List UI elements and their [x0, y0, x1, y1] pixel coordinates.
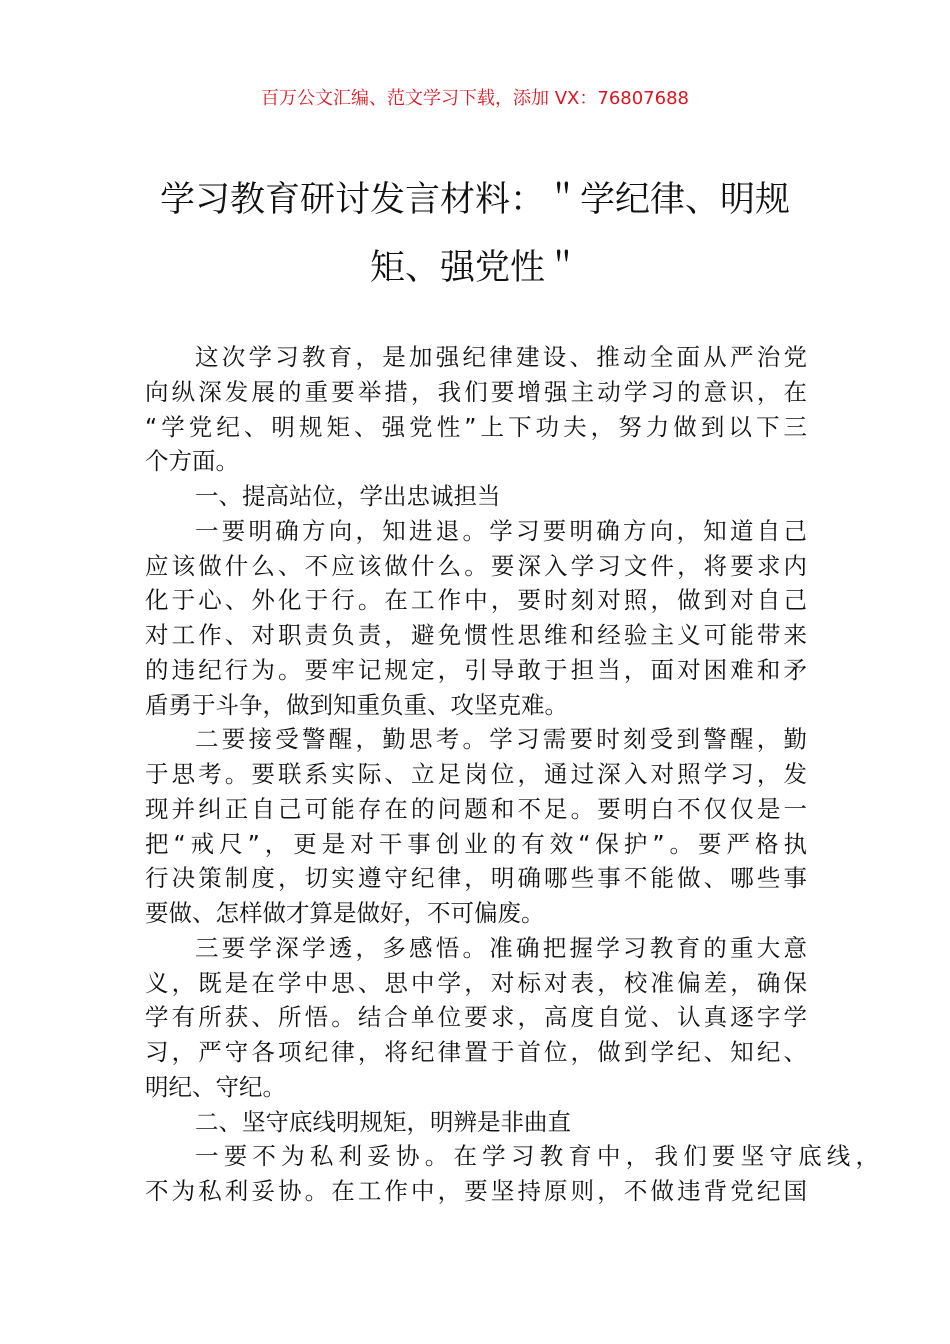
- text-line: 学有所获、所悟。结合单位要求，高度自觉、认真逐字学: [145, 1003, 807, 1032]
- watermark-header: 百万公文汇编、范文学习下载，添加 VX：76807688: [261, 88, 689, 109]
- text-line: 一要明确方向，知进退。学习要明确方向，知道自己: [195, 516, 807, 545]
- text-line: “学党纪、明规矩、强党性”上下功夫，努力做到以下三: [145, 412, 807, 441]
- text-line: 这次学习教育，是加强纪律建设、推动全面从严治党: [195, 343, 807, 371]
- text-line: 应该做什么、不应该做什么。要深入学习文件，将要求内: [145, 551, 807, 580]
- document-title: [0, 166, 950, 302]
- text-line: 习，严守各项纪律，将纪律置于首位，做到学纪、知纪、: [145, 1038, 807, 1066]
- text-line: 的违纪行为。要牢记规定，引导敢于担当，面对困难和矛: [145, 655, 807, 684]
- text-line: 三要学深学透，多感悟。准确把握学习教育的重大意: [195, 933, 807, 962]
- text-line: 盾勇于斗争，做到知重负重、攻坚克难。: [145, 690, 568, 719]
- document-body: [145, 340, 879, 1209]
- text-line: 现并纠正自己可能存在的问题和不足。要明白不仅仅是一: [145, 794, 807, 823]
- text-line: 明纪、守纪。: [145, 1072, 286, 1101]
- text-line: 化于心、外化于行。在工作中，要时刻对照，做到对自己: [145, 586, 807, 615]
- text-line: 把“戒尺”，更是对干事创业的有效“保护”。要严格执: [145, 829, 807, 858]
- text-line: 一、提高站位，学出忠诚担当: [195, 482, 501, 510]
- text-line: 个方面。: [145, 447, 239, 476]
- title-line: 矩、强党性＂: [369, 248, 580, 288]
- text-line: 义，既是在学中思、思中学，对标对表，校准偏差，确保: [145, 968, 807, 997]
- text-line: 一要不为私利妥协。在学习教育中，我们要坚守底线，: [195, 1142, 879, 1171]
- text-line: 二、坚守底线明规矩，明辨是非曲直: [195, 1107, 571, 1136]
- text-line: 不为私利妥协。在工作中，要坚持原则，不做违背党纪国: [145, 1177, 807, 1205]
- text-line: 要做、怎样做才算是做好，不可偏废。: [145, 899, 545, 927]
- text-line: 向纵深发展的重要举措，我们要增强主动学习的意识，在: [145, 377, 807, 406]
- text-line: 二要接受警醒，勤思考。学习需要时刻受到警醒，勤: [195, 725, 807, 754]
- text-line: 对工作、对职责负责，避免惯性思维和经验主义可能带来: [145, 621, 807, 649]
- title-line: 学习教育研讨发言材料：＂学纪律、明规: [159, 180, 790, 220]
- text-line: 行决策制度，切实遵守纪律，明确哪些事不能做、哪些事: [145, 864, 807, 893]
- text-line: 于思考。要联系实际、立足岗位，通过深入对照学习，发: [145, 760, 807, 788]
